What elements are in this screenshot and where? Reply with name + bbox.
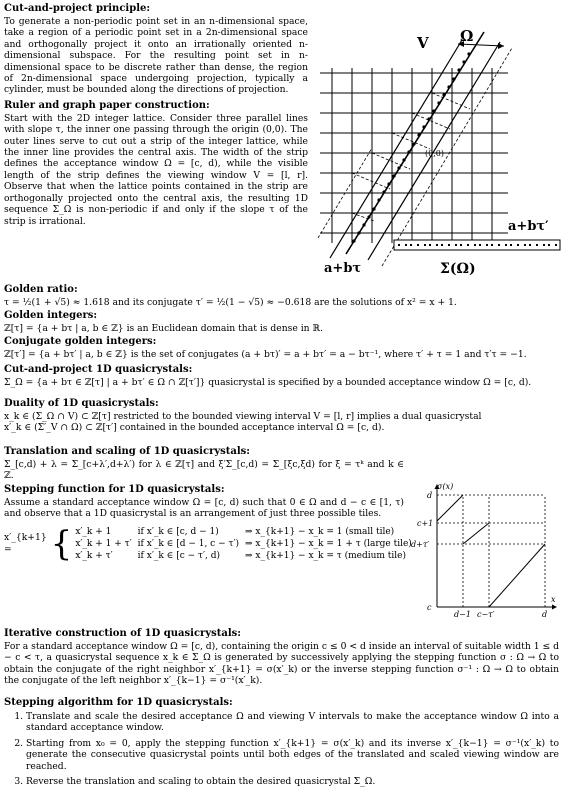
cases-table: [75, 526, 417, 562]
section-golden-integers: [4, 310, 559, 334]
algorithm-step: 1. Translate and scale the desired acceptance Ω and viewing V intervals to make the acceptance window Ω into a standard acceptance window.: [26, 711, 559, 734]
case-value: x′_k + τ′: [75, 550, 113, 561]
y-axis-label: σ(x): [437, 482, 454, 491]
section-iterative: [4, 628, 559, 687]
case-row: [75, 526, 417, 538]
algorithm-steps: [4, 711, 559, 787]
lattice-diagram: [312, 28, 562, 283]
cut-project-figure: [312, 28, 562, 283]
section-body: Start with the 2D integer lattice. Consider three parallel lines with slope τ, the inner one passing through the origin (0,0). The outer lines serve to cut out a strip of the integer lattice, while the inner line provides the central axis. The width of the strip defines the acceptance window Ω = [c, d), while the visible length of the strip defines the viewing window V = [l, r]. Observe that when the lattice points contained in the strip are orthogonally projected onto the central axis, the resulting 1D sequence Σ_Ω is non-periodic if and only if the slope τ of the strip is irrational.: [4, 112, 308, 227]
section-title: Ruler and graph paper construction:: [4, 99, 210, 111]
section-line: x_k ∈ (Σ_Ω ∩ V) ⊂ ℤ[τ] restricted to the bounded viewing interval V = [l, r] implies a dual quasicrystal: [4, 411, 482, 422]
segment-large: [463, 523, 489, 544]
section-title: Translation and scaling of 1D quasicrystals:: [4, 446, 250, 457]
case-row: [75, 550, 417, 562]
label-omega: Ω: [460, 28, 474, 45]
section-line: x′_k ∈ (Σ′_V ∩ Ω) ⊂ ℤ[τ′] contained in the bounded acceptance interval Ω = [c, d).: [4, 422, 385, 434]
section-stepping: [4, 484, 412, 564]
brace: {: [50, 523, 73, 564]
section-conjugate: [4, 336, 559, 360]
section-cut-project: [4, 3, 308, 96]
section-duality: [4, 398, 559, 434]
case-result: ⇒ x_{k+1} − x_k = τ (medium tile): [245, 550, 406, 561]
section-title: Stepping algorithm for 1D quasicrystals:: [4, 697, 233, 708]
x-axis-label: x: [551, 595, 556, 604]
y-tick: c: [427, 603, 432, 612]
algorithm-step: 2. Starting from x₀ = 0, apply the stepping function x′_{k+1} = σ(x′_k) and its inverse x′_{k−1} = σ⁻¹(x′_k) to generate the consecutive quasicrystal points until both edges of the translated and scaled viewing window are reached.: [26, 738, 559, 772]
section-body: Σ_[c,d) + λ = Σ_[c+λ′,d+λ′) for λ ∈ ℤ[τ] and ξ′Σ_[c,d) = Σ_[ξc,ξd) for ξ = τᵏ and k ∈ ℤ.: [4, 459, 404, 482]
label-V: V: [417, 34, 429, 52]
case-condition: if x′_k ∈ [d − 1, c − τ′): [137, 538, 240, 549]
guide-lines: [437, 495, 545, 607]
section-title: Cut-and-project 1D quasicrystals:: [4, 364, 193, 375]
algorithm-step: 3. Reverse the translation and scaling to obtain the desired quasicrystal Σ_Ω.: [26, 776, 559, 787]
case-row: [75, 538, 417, 550]
x-tick: c−τ′: [477, 610, 495, 619]
cases-lhs: x′_{k+1} =: [4, 532, 47, 555]
section-title: Cut-and-project principle:: [4, 3, 151, 14]
x-tick: d: [542, 610, 548, 619]
label-origin: (0,0): [425, 149, 444, 158]
section-title: Conjugate golden integers:: [4, 336, 157, 347]
stepping-cases: [4, 523, 412, 564]
case-condition: if x′_k ∈ [c, d − 1): [137, 526, 219, 537]
section-body: ℤ[τ′] = {a + bτ′ | a, b ∈ ℤ} is the set of conjugates (a + bτ)′ = a + bτ′ = a − bτ⁻¹, where τ′ + τ = 1 and τ′τ = −1.: [4, 349, 527, 360]
section-algorithm: [4, 697, 559, 791]
section-body: To generate a non-periodic point set in an n-dimensional space, take a region of a periodic point set in a 2n-dimensional space and orthogonally project it onto an irrationally oriented n-dimensional subspace. For the resulting point set in n-dimensional space to be discrete rather than dense, the region of 2n-dimensional space undergoing projection, typically a cylinder, must be bounded along the directions of projection.: [4, 16, 308, 96]
case-result: ⇒ x_{k+1} − x_k = 1 + τ (large tile): [245, 538, 412, 549]
section-golden-ratio: [4, 284, 559, 308]
section-body: Assume a standard acceptance window Ω = [c, d) such that 0 ∈ Ω and d − c ∈ [1, τ) and observe that a 1D quasicrystal is an arrangement of just three possible tiles.: [4, 497, 404, 520]
section-body: ℤ[τ] = {a + bτ | a, b ∈ ℤ} is an Euclidean domain that is dense in ℝ.: [4, 323, 324, 334]
x-axis-arrow: [552, 605, 557, 610]
case-condition: if x′_k ∈ [c − τ′, d): [137, 550, 221, 561]
section-translation: [4, 446, 404, 482]
y-tick: d+τ′: [411, 540, 430, 549]
section-title: Duality of 1D quasicrystals:: [4, 398, 159, 409]
arrowhead-right: [498, 43, 504, 49]
left-column: [4, 3, 308, 231]
section-body: For a standard acceptance window Ω = [c, d), containing the origin c ≤ 0 < d inside an interval of suitable width 1 ≤ d − c < τ, a quasicrystal sequence x_k ∈ Σ_Ω is generated by successively applying the stepping function σ : Ω → Ω to obtain the conjugate of the right neighbor x′_{k+1} = σ(x′_k) or the inverse stepping function σ⁻¹ : Ω → Ω to obtain the conjugate of the left neighbor x′_{k−1} = σ⁻¹(x′_k).: [4, 641, 559, 687]
section-ruler: [4, 100, 308, 227]
segment-small: [437, 495, 463, 521]
stepping-plot: [407, 481, 559, 621]
case-result: ⇒ x_{k+1} − x_k = 1 (small tile): [245, 526, 395, 537]
y-tick: d: [427, 491, 433, 500]
section-title: Iterative construction of 1D quasicrystals:: [4, 628, 241, 639]
section-title: Stepping function for 1D quasicrystals:: [4, 484, 225, 495]
y-tick: c+1: [417, 519, 434, 528]
stepping-function-figure: [407, 481, 559, 621]
section-body: Σ_Ω = {a + bτ ∈ ℤ[τ] | a + bτ′ ∈ Ω ∩ ℤ[τ′]} quasicrystal is specified by a bounded acceptance window Ω = [c, d).: [4, 377, 532, 388]
integer-lattice: [320, 68, 508, 243]
case-value: x′_k + 1: [75, 526, 112, 537]
section-body: τ = ½(1 + √5) ≈ 1.618 and its conjugate τ′ = ½(1 − √5) ≈ −0.618 are the solutions of x² = x + 1.: [4, 297, 457, 308]
section-title: Golden ratio:: [4, 284, 78, 295]
section-title: Golden integers:: [4, 310, 98, 321]
x-tick: d−1: [454, 610, 471, 619]
label-abt: a+bτ: [324, 261, 362, 276]
case-value: x′_k + 1 + τ′: [75, 538, 132, 549]
label-sigma: Σ(Ω): [440, 261, 476, 277]
segment-medium: [489, 544, 545, 607]
section-cut-project-1d: [4, 364, 559, 388]
label-abt-prime: a+bτ′: [508, 219, 549, 234]
